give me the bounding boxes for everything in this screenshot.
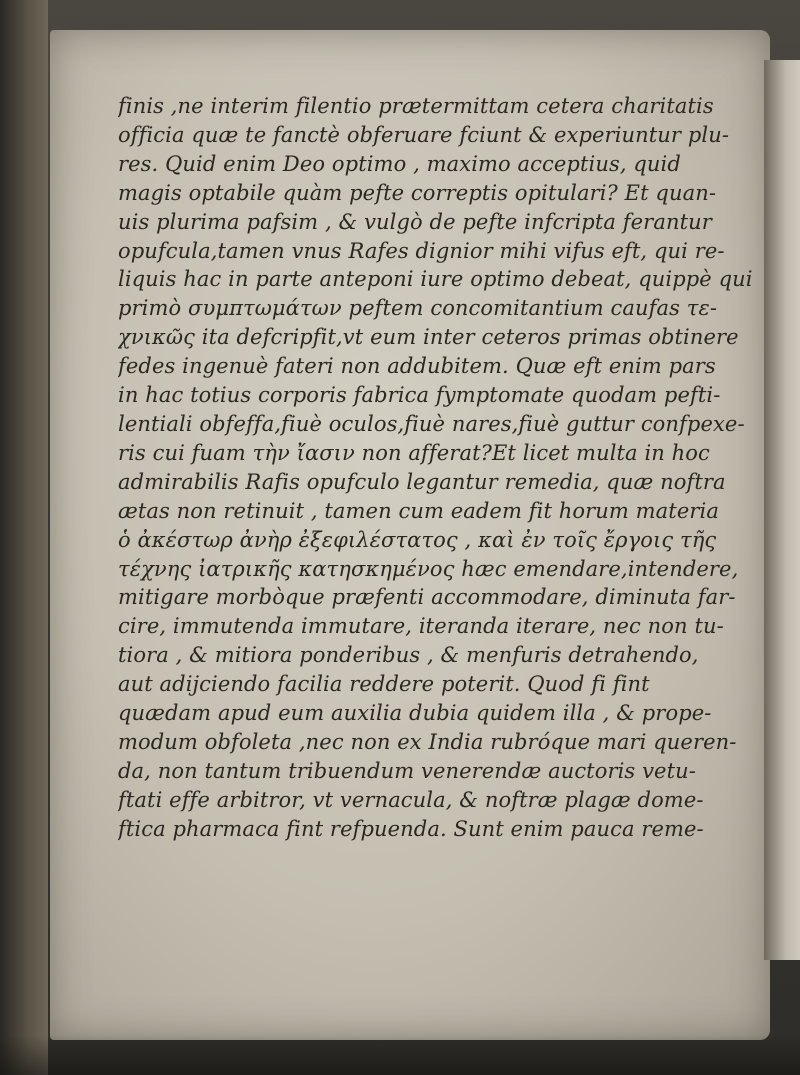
text-line: ftati effe arbitror, vt vernacula, & noftræ plagæ dome-: [118, 787, 704, 812]
text-line: uis plurima pafsim , & vulgò de pefte infcripta ferantur: [118, 209, 712, 234]
text-line: modum obfoleta ,nec non ex India rubróque mari queren-: [118, 729, 737, 754]
text-line: in hac totius corporis fabrica fymptomate quodam pefti-: [118, 383, 721, 408]
text-line: ætas non retinuit , tamen cum eadem fit horum materia: [118, 498, 719, 523]
text-line: ὁ ἀκέστωρ ἀνὴρ ἐξεφιλέστατος , καὶ ἐν τοῖς ἔργοις τῆς: [118, 527, 717, 552]
bottom-shadow: [0, 1035, 800, 1075]
text-line: officia quæ te fanctè obferuare fciunt & experiuntur plu-: [118, 122, 730, 147]
text-line: mitigare morbòque præfenti accommodare, diminuta far-: [118, 585, 736, 610]
text-line: da, non tantum tribuendum venerendæ auctoris vetu-: [118, 758, 696, 783]
text-line: fedes ingenuè fateri non addubitem. Quæ eft enim pars: [118, 354, 716, 379]
text-line: τέχνης ἰατρικῆς κατησκημένος hæc emendare,intendere,: [118, 556, 739, 581]
text-line: finis ,ne interim filentio prætermittam cetera charitatis: [118, 94, 714, 118]
text-line: ftica pharmaca fint refpuenda. Sunt enim pauca reme-: [118, 816, 704, 841]
text-line: cire, immutenda immutare, iteranda iterare, nec non tu-: [118, 614, 724, 639]
text-line: liquis hac in parte anteponi iure optimo debeat, quippè qui: [118, 267, 753, 292]
text-line: magis optabile quàm pefte correptis opitulari? Et quan-: [118, 180, 717, 205]
text-line: quædam apud eum auxilia dubia quidem illa , & prope-: [118, 701, 712, 726]
text-line: primò συμπτωμάτων peftem concomitantium caufas τε-: [118, 296, 718, 321]
text-line: admirabilis Rafis opufculo legantur remedia, quæ noftra: [118, 469, 726, 494]
text-line: lentiali obfeffa,fiuè oculos,fiuè nares,fiuè guttur confpexe-: [118, 411, 745, 436]
text-line: tiora , & mitiora ponderibus , & menfuris detrahendo,: [118, 643, 699, 668]
text-line: ris cui fuam τὴν ἴασιν non afferat?Et licet multa in hoc: [118, 440, 710, 465]
text-line: opufcula,tamen vnus Rafes dignior mihi vifus eft, qui re-: [118, 238, 725, 263]
text-line: res. Quid enim Deo optimo , maximo acceptius, quid: [118, 151, 681, 176]
book-binding: [0, 0, 48, 1075]
text-line: aut adijciendo facilia reddere poterit. Quod fi fint: [118, 672, 650, 697]
facing-page-edge: [764, 60, 800, 960]
text-line: χνικῶς ita defcripfit,vt eum inter ceteros primas obtinere: [118, 325, 739, 350]
page-text: [118, 92, 758, 844]
